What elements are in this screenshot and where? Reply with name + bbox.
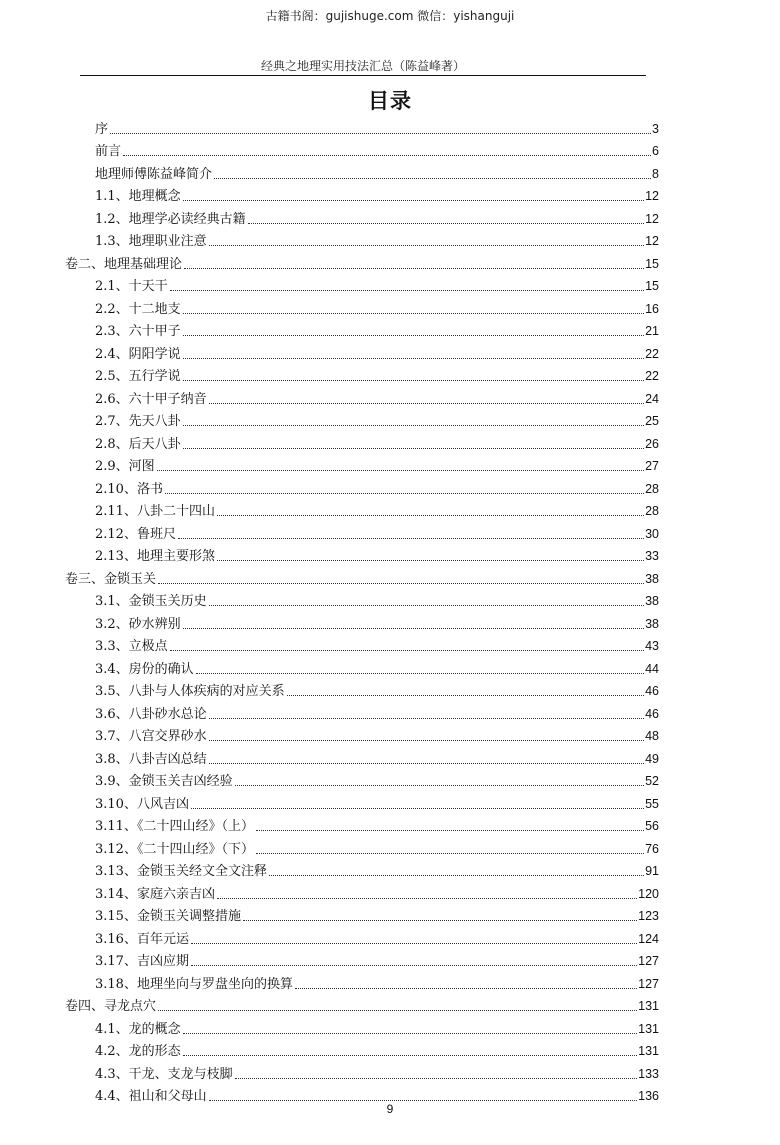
toc-entry-page: 123 bbox=[638, 909, 659, 923]
toc-entry-page: 22 bbox=[645, 346, 659, 361]
dot-leader bbox=[183, 628, 644, 629]
toc-entry-page: 25 bbox=[645, 414, 659, 428]
toc-entry[interactable] bbox=[95, 767, 659, 790]
toc-entry-page: 91 bbox=[645, 864, 659, 878]
toc-entry[interactable] bbox=[95, 519, 659, 542]
dot-leader bbox=[170, 650, 644, 651]
dot-leader bbox=[217, 898, 637, 899]
toc-entry[interactable] bbox=[95, 227, 659, 250]
toc-entry-label: 2.7、先天八卦 bbox=[95, 414, 181, 429]
toc-entry-label: 3.2、砂水辨别 bbox=[95, 616, 181, 632]
toc-entry-label: 3.3、立极点 bbox=[95, 639, 168, 654]
toc-entry-page: 38 bbox=[645, 571, 659, 586]
dot-leader bbox=[209, 718, 644, 719]
toc-entry[interactable] bbox=[95, 632, 659, 655]
toc-entry-page: 120 bbox=[638, 886, 659, 901]
toc-entry[interactable] bbox=[95, 159, 659, 182]
toc-entry[interactable] bbox=[95, 969, 659, 992]
header-rule bbox=[80, 75, 646, 76]
dot-leader bbox=[184, 268, 644, 269]
dot-leader bbox=[295, 988, 637, 989]
toc-entry[interactable] bbox=[95, 834, 659, 857]
toc-entry-page: 55 bbox=[645, 796, 659, 811]
toc-entry-page: 38 bbox=[645, 594, 659, 608]
toc-entry[interactable] bbox=[95, 857, 659, 880]
toc-chapter-entry[interactable] bbox=[65, 249, 659, 272]
toc-entry-label: 2.9、河图 bbox=[95, 459, 155, 474]
dot-leader bbox=[209, 605, 644, 606]
dot-leader bbox=[209, 1100, 637, 1101]
dot-leader bbox=[235, 1078, 637, 1079]
toc-entry[interactable] bbox=[95, 879, 659, 902]
dot-leader bbox=[183, 448, 644, 449]
toc-entry-label: 3.4、房份的确认 bbox=[95, 661, 194, 677]
watermark-note: 古籍书阁：gujishuge.com 微信：yishanguji bbox=[265, 9, 515, 23]
toc-entry[interactable] bbox=[95, 722, 659, 745]
toc-entry-page: 15 bbox=[645, 256, 659, 271]
toc-entry-label: 3.13、金锁玉关经文全文注释 bbox=[95, 864, 267, 879]
toc-entry-page: 131 bbox=[638, 1021, 659, 1036]
dot-leader bbox=[191, 943, 637, 944]
toc-entry-page: 56 bbox=[645, 819, 659, 833]
toc-entry-label: 地理师傅陈益峰简介 bbox=[95, 166, 213, 182]
toc-entry[interactable] bbox=[95, 497, 659, 520]
toc-entry-page: 46 bbox=[645, 706, 659, 721]
toc-entry-label: 2.6、六十甲子纳音 bbox=[95, 391, 207, 407]
toc-entry-page: 124 bbox=[638, 931, 659, 946]
toc-entry-label: 2.5、五行学说 bbox=[95, 369, 181, 384]
toc-entry-page: 24 bbox=[645, 391, 659, 406]
dot-leader bbox=[217, 560, 644, 561]
toc-entry-page: 48 bbox=[645, 729, 659, 743]
toc-entry-page: 33 bbox=[645, 549, 659, 563]
dot-leader bbox=[269, 875, 644, 876]
toc-entry-label: 3.7、八宫交界砂水 bbox=[95, 729, 207, 744]
toc-entry-page: 52 bbox=[645, 774, 659, 788]
toc-entry-label: 前言 bbox=[95, 144, 122, 159]
dot-leader bbox=[191, 965, 637, 966]
toc-entry-page: 28 bbox=[645, 481, 659, 496]
toc-entry[interactable] bbox=[95, 452, 659, 475]
dot-leader bbox=[196, 673, 644, 674]
dot-leader bbox=[209, 740, 644, 741]
toc-entry-label: 2.11、八卦二十四山 bbox=[95, 504, 215, 519]
toc-entry-page: 131 bbox=[638, 999, 659, 1013]
toc-entry-label: 2.12、鲁班尺 bbox=[95, 526, 176, 542]
toc-entry-page: 44 bbox=[645, 661, 659, 676]
toc-entry[interactable] bbox=[95, 699, 659, 722]
toc-entry-label: 3.17、吉凶应期 bbox=[95, 954, 189, 969]
dot-leader bbox=[209, 245, 644, 246]
toc-entry[interactable] bbox=[95, 317, 659, 340]
toc-entry-label: 2.4、阴阳学说 bbox=[95, 346, 181, 362]
dot-leader bbox=[158, 1010, 637, 1011]
toc-entry-label: 3.18、地理坐向与罗盘坐向的换算 bbox=[95, 976, 293, 992]
dot-leader bbox=[209, 763, 644, 764]
toc-entry-page: 127 bbox=[638, 954, 659, 968]
dot-leader bbox=[287, 695, 644, 696]
dot-leader bbox=[165, 493, 644, 494]
toc-entry-label: 3.16、百年元运 bbox=[95, 931, 189, 947]
dot-leader bbox=[183, 358, 644, 359]
toc-entry[interactable] bbox=[95, 204, 659, 227]
toc-entry[interactable] bbox=[95, 902, 659, 925]
toc-entry-label: 4.2、龙的形态 bbox=[95, 1044, 181, 1059]
toc-chapter-entry[interactable] bbox=[65, 564, 659, 587]
toc-entry-label: 3.5、八卦与人体疾病的对应关系 bbox=[95, 684, 285, 699]
toc-entry-page: 15 bbox=[645, 279, 659, 293]
toc-entry[interactable] bbox=[95, 294, 659, 317]
toc-entry[interactable] bbox=[95, 812, 659, 835]
toc-entry-page: 22 bbox=[645, 369, 659, 383]
toc-entry-page: 26 bbox=[645, 436, 659, 451]
toc-entry[interactable] bbox=[95, 1037, 659, 1060]
toc-entry-label: 序 bbox=[95, 121, 109, 137]
toc-entry-label: 1.2、地理学必读经典古籍 bbox=[95, 211, 246, 227]
dot-leader bbox=[183, 1055, 637, 1056]
toc-entry[interactable] bbox=[95, 114, 659, 137]
toc-entry-label: 2.8、后天八卦 bbox=[95, 436, 181, 452]
toc-entry[interactable] bbox=[95, 429, 659, 452]
dot-leader bbox=[183, 1033, 637, 1034]
toc-entry-page: 127 bbox=[638, 976, 659, 991]
toc-entry-page: 46 bbox=[645, 684, 659, 698]
toc-entry-page: 131 bbox=[638, 1044, 659, 1058]
dot-leader bbox=[217, 515, 644, 516]
toc-entry[interactable] bbox=[95, 362, 659, 385]
dot-leader bbox=[214, 178, 651, 179]
dot-leader bbox=[248, 223, 644, 224]
toc-entry-label: 2.3、六十甲子 bbox=[95, 324, 181, 339]
toc-entry-page: 43 bbox=[645, 639, 659, 653]
dot-leader bbox=[183, 380, 644, 381]
dot-leader bbox=[235, 785, 644, 786]
table-of-contents bbox=[0, 114, 780, 1104]
dot-leader bbox=[157, 470, 644, 471]
dot-leader bbox=[110, 133, 651, 134]
toc-entry-page: 136 bbox=[638, 1089, 659, 1103]
dot-leader bbox=[209, 403, 644, 404]
toc-entry-label: 1.3、地理职业注意 bbox=[95, 234, 207, 249]
toc-entry-page: 49 bbox=[645, 751, 659, 766]
toc-entry[interactable] bbox=[95, 789, 659, 812]
toc-chapter-entry[interactable] bbox=[65, 992, 659, 1015]
toc-entry-page: 28 bbox=[645, 504, 659, 518]
toc-entry-label: 卷三、金锁玉关 bbox=[65, 571, 157, 587]
toc-entry[interactable] bbox=[95, 1059, 659, 1082]
toc-entry-label: 3.15、金锁玉关调整措施 bbox=[95, 909, 241, 924]
toc-entry-page: 27 bbox=[645, 459, 659, 473]
toc-entry-page: 30 bbox=[645, 526, 659, 541]
toc-entry[interactable] bbox=[95, 947, 659, 970]
toc-entry-label: 3.11、《二十四山经》（上） bbox=[95, 819, 254, 834]
toc-entry[interactable] bbox=[95, 137, 659, 160]
toc-entry-page: 21 bbox=[645, 324, 659, 338]
toc-entry[interactable] bbox=[95, 407, 659, 430]
dot-leader bbox=[256, 853, 644, 854]
toc-entry[interactable] bbox=[95, 587, 659, 610]
toc-entry-label: 3.8、八卦吉凶总结 bbox=[95, 751, 207, 767]
toc-entry-page: 12 bbox=[645, 189, 659, 203]
toc-entry-page: 12 bbox=[645, 211, 659, 226]
toc-entry-label: 3.1、金锁玉关历史 bbox=[95, 594, 207, 609]
dot-leader bbox=[183, 200, 644, 201]
toc-entry-label: 3.14、家庭六亲吉凶 bbox=[95, 886, 215, 902]
toc-entry-label: 1.1、地理概念 bbox=[95, 189, 181, 204]
dot-leader bbox=[158, 583, 644, 584]
toc-entry-label: 2.1、十天干 bbox=[95, 279, 168, 294]
toc-entry[interactable] bbox=[95, 272, 659, 295]
dot-leader bbox=[183, 425, 644, 426]
toc-entry-page: 16 bbox=[645, 301, 659, 316]
toc-entry-page: 12 bbox=[645, 234, 659, 248]
toc-entry-page: 76 bbox=[645, 841, 659, 856]
dot-leader bbox=[170, 290, 644, 291]
toc-entry-label: 卷四、寻龙点穴 bbox=[65, 999, 157, 1014]
toc-entry-label: 4.3、干龙、支龙与枝脚 bbox=[95, 1066, 233, 1082]
toc-entry[interactable] bbox=[95, 677, 659, 700]
toc-entry[interactable] bbox=[95, 609, 659, 632]
toc-entry-label: 2.2、十二地支 bbox=[95, 301, 181, 317]
toc-entry[interactable] bbox=[95, 1082, 659, 1105]
toc-entry-label: 3.10、八风吉凶 bbox=[95, 796, 189, 812]
toc-entry[interactable] bbox=[95, 1014, 659, 1037]
toc-entry[interactable] bbox=[95, 654, 659, 677]
dot-leader bbox=[191, 808, 644, 809]
toc-entry[interactable] bbox=[95, 542, 659, 565]
dot-leader bbox=[183, 335, 644, 336]
toc-entry[interactable] bbox=[95, 339, 659, 362]
toc-entry[interactable] bbox=[95, 182, 659, 205]
toc-entry-page: 3 bbox=[652, 121, 659, 136]
toc-entry-label: 2.10、洛书 bbox=[95, 481, 163, 497]
toc-entry-page: 8 bbox=[652, 166, 659, 181]
toc-entry-page: 38 bbox=[645, 616, 659, 631]
dot-leader bbox=[183, 313, 644, 314]
dot-leader bbox=[243, 920, 637, 921]
dot-leader bbox=[123, 155, 651, 156]
toc-entry-label: 卷二、地理基础理论 bbox=[65, 256, 183, 272]
toc-entry-label: 4.1、龙的概念 bbox=[95, 1021, 181, 1037]
toc-entry-page: 133 bbox=[638, 1066, 659, 1081]
toc-entry-page: 6 bbox=[652, 144, 659, 158]
toc-entry-label: 4.4、祖山和父母山 bbox=[95, 1089, 207, 1104]
toc-entry-label: 3.9、金锁玉关吉凶经验 bbox=[95, 774, 233, 789]
toc-entry[interactable] bbox=[95, 474, 659, 497]
page-number: 9 bbox=[386, 1102, 394, 1116]
toc-entry-label: 3.6、八卦砂水总论 bbox=[95, 706, 207, 722]
toc-entry[interactable] bbox=[95, 744, 659, 767]
toc-entry[interactable] bbox=[95, 384, 659, 407]
toc-entry-label: 3.12、《二十四山经》（下） bbox=[95, 841, 254, 857]
toc-entry[interactable] bbox=[95, 924, 659, 947]
running-head: 经典之地理实用技法汇总（陈益峰著） bbox=[260, 59, 465, 73]
toc-title: 目录 bbox=[368, 89, 412, 113]
toc-entry-label: 2.13、地理主要形煞 bbox=[95, 549, 215, 564]
dot-leader bbox=[256, 830, 644, 831]
dot-leader bbox=[178, 538, 644, 539]
